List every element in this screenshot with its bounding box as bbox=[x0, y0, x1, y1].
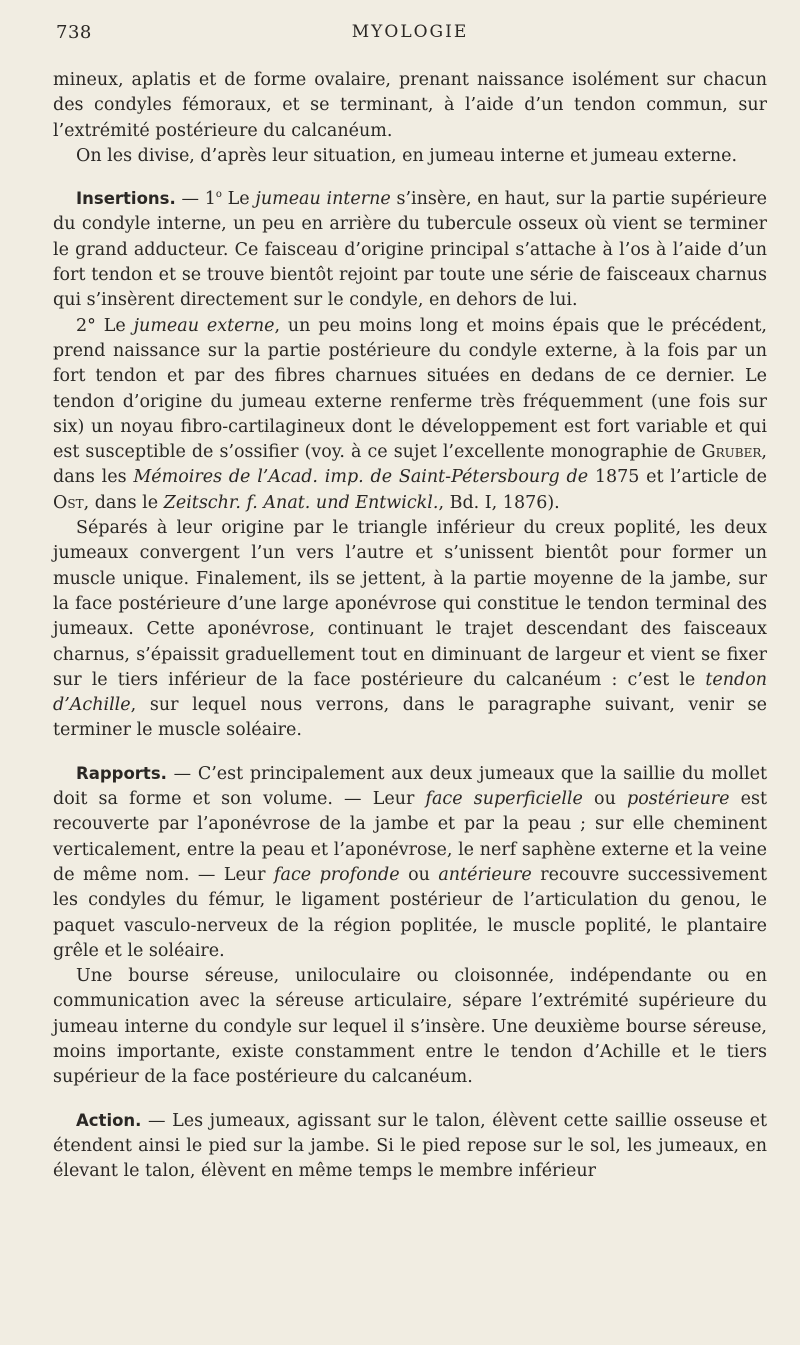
page-number: 738 bbox=[56, 22, 92, 43]
emphasis: postérieure bbox=[627, 789, 730, 810]
author-name: Gruber bbox=[701, 442, 762, 463]
emphasis: face superficielle bbox=[425, 789, 583, 810]
text-run: , Bd. I, 1876). bbox=[438, 492, 560, 513]
text-run: 1875 et l’article de bbox=[588, 467, 767, 488]
text-run: ou bbox=[582, 789, 628, 810]
text-run: Séparés à leur origine par le triangle inférieur du creux poplité, les deux jumeaux convergent l’un vers l’autre et s’unissent bientôt pour former un muscle unique. Finalement, ils se jettent, à la partie moyenne de la jambe, sur la face postérieure d’une large aponévrose qui constitue le tendon terminal des jumeaux. Cette aponévrose, continuant le trajet descendant des faisceaux charnus, s’épaissit graduellement tout en diminuant de largeur et vient se fixer sur le tiers inférieur de la face postérieure du calcanéum : c’est le bbox=[53, 518, 767, 690]
ordinal-superscript: o bbox=[215, 189, 222, 201]
text-run: est recouverte par l’aponévrose de la jambe et par la peau ; sur elle cheminent verticalement, entre la peau et l’aponévrose, le nerf saphène externe et la veine de même nom. — Leur bbox=[53, 789, 767, 885]
text-run: recouvre successivement les condyles du fémur, le ligament postérieur de l’articulation du genou, le paquet vasculo-nerveux de la région poplitée, le muscle poplité, le plantaire grêle et le soléaire. bbox=[53, 864, 767, 961]
paragraph-continuation: mineux, aplatis et de forme ovalaire, prenant naissance isolément sur chacun des condyles fémoraux, et se terminant, à l’aide d’un tendon commun, sur l’extrémité postérieure du calcanéum. bbox=[53, 70, 767, 141]
emphasis: face profonde bbox=[274, 864, 400, 885]
paragraph-division: On les divise, d’après leur situation, en jumeau interne et jumeau externe. bbox=[76, 145, 738, 166]
text-run: s’insère, en haut, sur la partie supérieure du condyle interne, un peu en arrière du tubercule osseux où vient se terminer le grand adducteur. Ce faisceau d’origine principal s’attache à l’os à l’aide d’un fort tendon et se trouve bientôt rejoint par toute une série de faisceaux charnus qui s’insèrent directement sur le condyle, en dehors de lui. bbox=[53, 189, 767, 311]
citation-title: Mémoires de l’Acad. imp. de Saint-Pétersbourg de bbox=[133, 467, 589, 488]
text-run: 2° Le bbox=[76, 315, 134, 336]
text-run: Le bbox=[221, 189, 256, 210]
paragraph-jumeau-externe bbox=[53, 314, 767, 516]
text-run: , dans le bbox=[83, 492, 164, 513]
text-run: , sur lequel nous verrons, dans le paragraphe suivant, venir se terminer le muscle soléaire. bbox=[53, 695, 767, 741]
paragraph-insertions bbox=[53, 186, 767, 313]
text-run: — C’est principalement aux deux jumeaux que la saillie du mollet doit sa forme et son volume. — Leur bbox=[53, 763, 767, 810]
emphasis: antérieure bbox=[438, 864, 532, 885]
paragraph-action bbox=[53, 1108, 767, 1185]
paragraph-convergence bbox=[53, 516, 767, 744]
text-run: — Les jumeaux, agissant sur le talon, élèvent cette saillie osseuse et étendent ainsi le pied sur la jambe. Si le pied repose sur le sol, les jumeaux, en élevant le talon, élèvent en même temps le membre inférieur bbox=[53, 1110, 767, 1182]
emphasis: jumeau interne bbox=[255, 189, 391, 210]
page-header bbox=[53, 22, 767, 46]
author-name: Ost bbox=[53, 492, 84, 513]
citation-title: Zeitschr. f. Anat. und Entwickl. bbox=[163, 492, 439, 513]
emphasis: jumeau externe bbox=[133, 315, 275, 336]
text-run: , un peu moins long et moins épais que le précédent, prend naissance sur la partie postérieure du condyle externe, à la fois par un fort tendon et par des fibres charnues situées en dedans de ce dernier. Le tendon d’origine du jumeau externe renferme très fréquemment (une fois sur six) un noyau fibro-cartilagineux dont le développement est fort variable et qui est susceptible de s’ossifier (voy. à ce sujet l’excellente monographie de bbox=[53, 315, 767, 463]
page-body bbox=[53, 68, 767, 1184]
section-heading-rapports: Rapports. bbox=[76, 763, 167, 783]
section-heading-action: Action. bbox=[76, 1110, 142, 1130]
section-heading-insertions: Insertions. bbox=[76, 189, 176, 209]
text-run: ou bbox=[399, 864, 439, 885]
paragraph-bourse-sereuse: Une bourse séreuse, uniloculaire ou cloisonnée, indépendante ou en communication avec la séreuse articulaire, sépare l’extrémité supérieure du jumeau interne du condyle sur lequel il s’insère. Une deuxième bourse séreuse, moins importante, existe constamment entre le tendon d’Achille et le tiers supérieur de la face postérieure du calcanéum. bbox=[53, 966, 767, 1088]
text-run: — 1 bbox=[175, 189, 216, 210]
text-run: , dans les bbox=[53, 442, 767, 488]
paragraph-rapports bbox=[53, 761, 767, 964]
running-title: MYOLOGIE bbox=[351, 22, 469, 42]
emphasis: tendon d’Achille bbox=[53, 669, 767, 716]
